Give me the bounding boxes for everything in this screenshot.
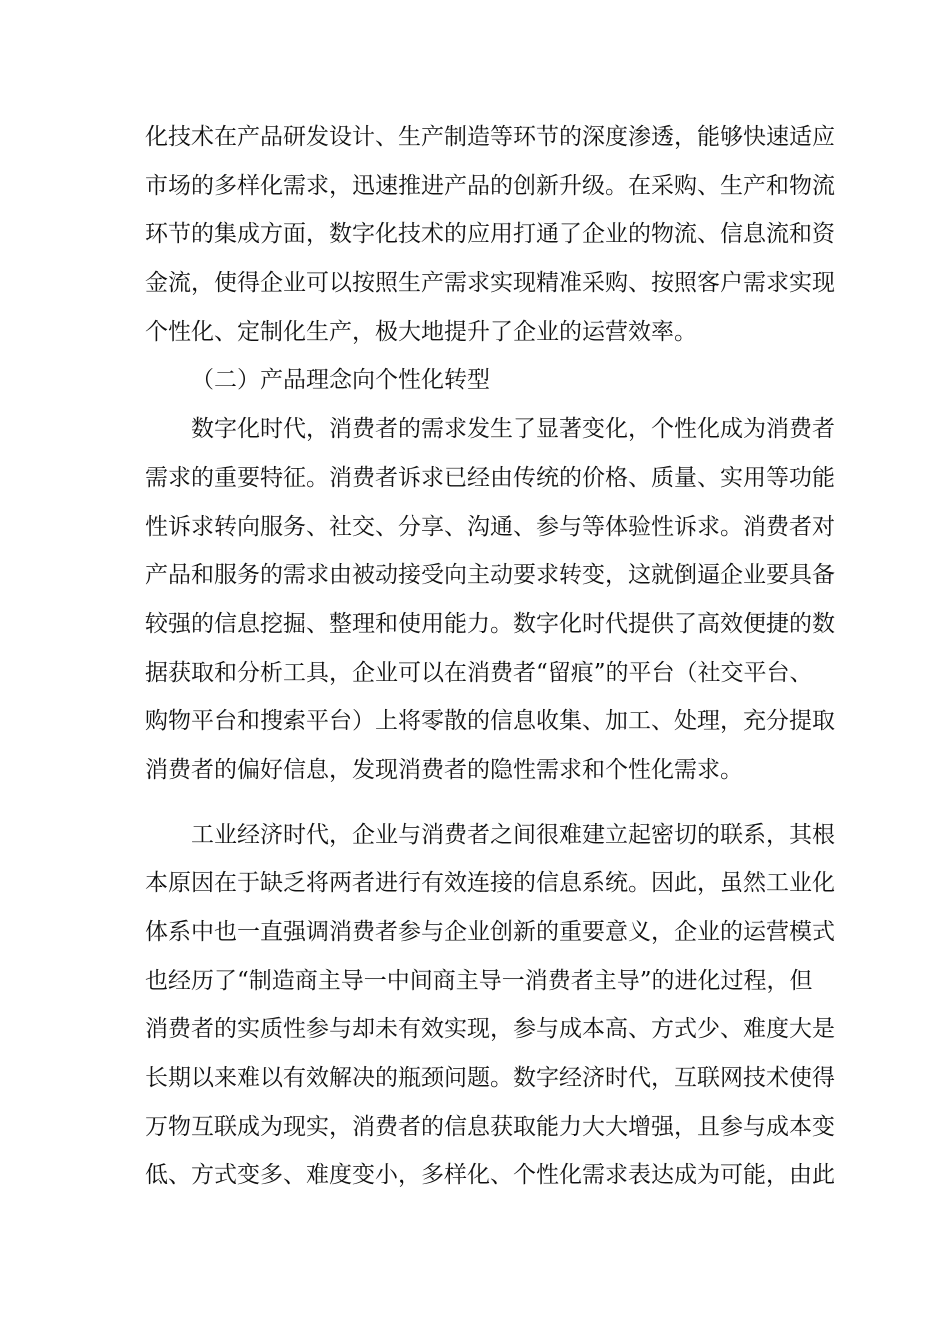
paragraph-line: 购物平台和搜索平台）上将零散的信息收集、加工、处理，充分提取 <box>145 708 835 735</box>
paragraph-line: 也经历了“制造商主导一中间商主导一消费者主导”的进化过程，但 <box>145 967 813 994</box>
paragraph-line: 长期以来难以有效解决的瓶颈问题。数字经济时代，互联网技术使得 <box>145 1065 835 1092</box>
paragraph-line: 工业经济时代，企业与消费者之间很难建立起密切的联系，其根 <box>191 821 835 848</box>
paragraph-line: 消费者的实质性参与却未有效实现，参与成本高、方式少、难度大是 <box>145 1016 835 1043</box>
paragraph-2 <box>145 405 835 795</box>
paragraph-line: 体系中也一直强调消费者参与企业创新的重要意义，企业的运营模式 <box>145 919 835 945</box>
paragraph-1 <box>145 113 835 356</box>
paragraph-line: 环节的集成方面，数字化技术的应用打通了企业的物流、信息流和资 <box>145 221 835 248</box>
paragraph-3 <box>145 811 835 1201</box>
paragraph-line: 万物互联成为现实，消费者的信息获取能力大大增强，且参与成本变 <box>145 1113 835 1140</box>
section-heading: （二）产品理念向个性化转型 <box>191 367 490 394</box>
paragraph-line: 较强的信息挖掘、整理和使用能力。数字化时代提供了高效便捷的数 <box>145 610 835 637</box>
paragraph-line: 低、方式变多、难度变小，多样化、个性化需求表达成为可能，由此 <box>145 1162 835 1189</box>
paragraph-line: 消费者的偏好信息，发现消费者的隐性需求和个性化需求。 <box>145 756 743 783</box>
paragraph-line: 产品和服务的需求由被动接受向主动要求转变，这就倒逼企业要具备 <box>145 562 835 589</box>
paragraph-line: 化技术在产品研发设计、生产制造等环节的深度渗透，能够快速适应 <box>145 124 835 150</box>
paragraph-line: 金流，使得企业可以按照生产需求实现精准采购、按照客户需求实现 <box>145 270 835 297</box>
paragraph-line: 性诉求转向服务、社交、分享、沟通、参与等体验性诉求。消费者对 <box>145 513 835 540</box>
paragraph-line: 据获取和分析工具，企业可以在消费者“留痕”的平台（社交平台、 <box>145 659 813 686</box>
paragraph-line: 市场的多样化需求，迅速推进产品的创新升级。在采购、生产和物流 <box>145 172 835 199</box>
paragraph-line: 个性化、定制化生产，极大地提升了企业的运营效率。 <box>145 318 697 345</box>
paragraph-line: 数字化时代，消费者的需求发生了显著变化，个性化成为消费者 <box>191 416 835 443</box>
paragraph-line: 需求的重要特征。消费者诉求已经由传统的价格、质量、实用等功能 <box>145 464 835 491</box>
paragraph-line: 本原因在于缺乏将两者进行有效连接的信息系统。因此，虽然工业化 <box>145 870 835 897</box>
document-body <box>145 113 835 1200</box>
